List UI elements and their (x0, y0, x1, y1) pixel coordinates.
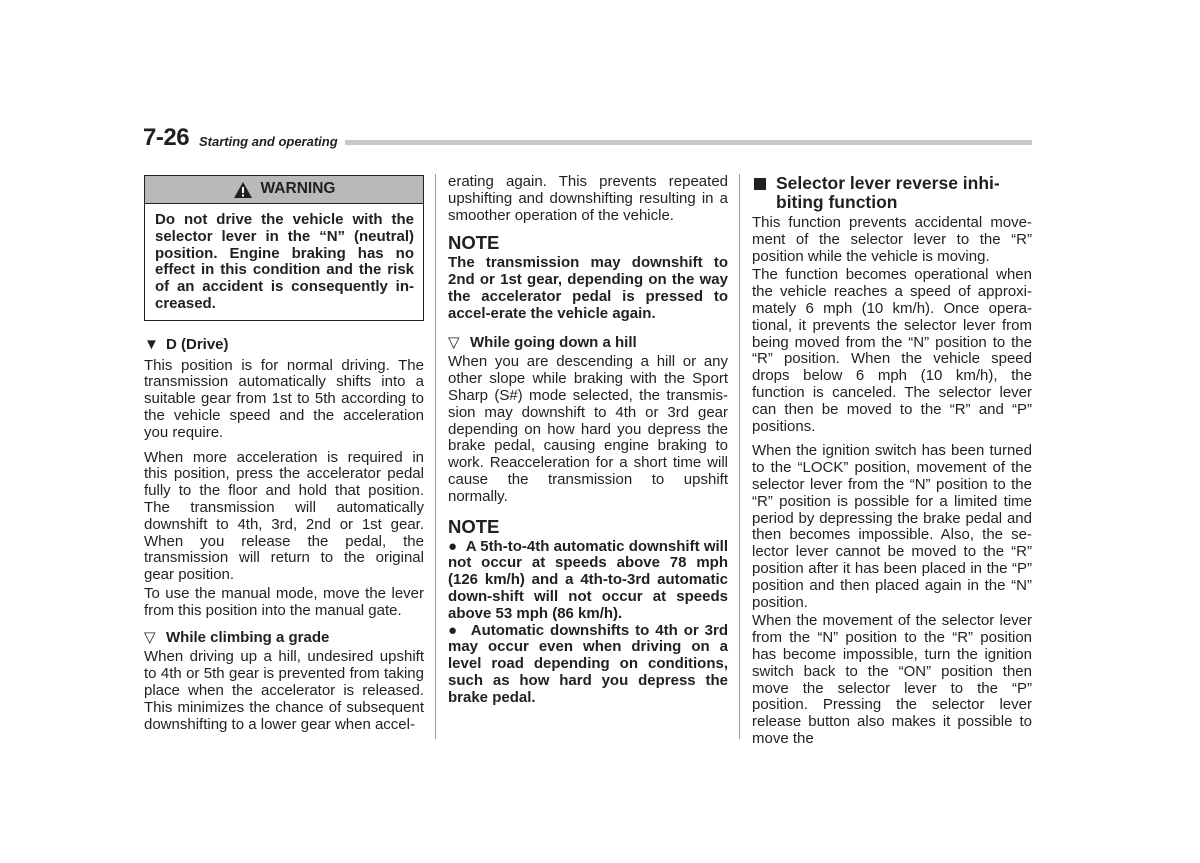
column-divider (739, 174, 740, 739)
page-number: 7-26 (143, 124, 190, 151)
column-3 (752, 174, 1032, 748)
paragraph: To use the manual mode, move the lever from this position into the manual gate. (144, 584, 424, 619)
warning-text: Do not drive the vehicle with the selector lever in the “N” (neutral) position. Engine braking has no effect in this condition and the risk of an accident is consequently in-creased. (155, 211, 414, 312)
column-2 (448, 174, 728, 707)
note-heading: NOTE (448, 232, 500, 254)
paragraph: When driving up a hill, undesired upshift to 4th or 5th gear is prevented from taking place when the accelerator is released. This minimizes the chance of subsequent downshifting to a lower gear when accel- (144, 648, 424, 733)
warning-triangle-icon (233, 181, 253, 199)
section-heading: Selector lever reverse inhi- biting function (752, 174, 1032, 212)
column-1 (144, 174, 424, 733)
warning-title: WARNING (260, 180, 336, 198)
warning-header (145, 176, 423, 204)
paragraph: The function becomes operational when the vehicle reaches a speed of approxi-mately 6 mph (10 km/h). Once opera-tional, it prevents the selector lever from being moved from the “N” position to the “R” position. When the vehicle speed drops below 6 mph (10 km/h), the function is canceled. The selector lever can then be moved to the “R” and “P” positions. (752, 266, 1032, 435)
paragraph: This position is for normal driving. The transmission automatically shifts into a suitable gear from 1st to 5th according to the vehicle speed and the acceleration you require. (144, 356, 424, 441)
black-square-icon (754, 178, 766, 190)
downhill-heading: ▽ While going down a hill (448, 333, 637, 351)
note-heading: NOTE (448, 515, 500, 537)
header-rule (345, 140, 1032, 145)
paragraph: When the movement of the selector lever from the “N” position to the “R” position has become impossible, turn the ignition switch back to the “ON” position then move the selector lever to the “P” position. Pressing the selector lever release button also makes it possible to move the (752, 612, 1032, 747)
note-text: The transmission may downshift to 2nd or 1st gear, depending on the way the accelerator pedal is pressed to accel-erate the vehicle again. (448, 254, 728, 322)
outline-triangle-icon: ▽ (448, 333, 460, 351)
black-triangle-icon: ▼ (144, 335, 159, 353)
outline-triangle-icon: ▽ (144, 628, 156, 646)
paragraph: When the ignition switch has been turned to the “LOCK” position, movement of the selector lever from the “N” position to the “R” position is possible for a limited time period by depressing the brake pedal and then becomes impossible. Also, the se-lector lever cannot be moved to the “R” position after it has been placed in the “P” position and then placed again in the “N” position. (752, 442, 1032, 611)
note-bullet: ● Automatic downshifts to 4th or 3rd may occur even when driving on a level road depending on conditions, such as how hard you depress the brake pedal. (448, 621, 728, 706)
warning-box (144, 175, 424, 321)
paragraph: When more acceleration is required in this position, press the accelerator pedal fully to the floor and hold that position. The transmission will automatically downshift to 4th, 3rd, 2nd or 1st gear. When you release the pedal, the transmission will return to the original gear position. (144, 448, 424, 584)
section-title: Starting and operating (199, 134, 338, 149)
paragraph: This function prevents accidental move-ment of the selector lever to the “R” position while the vehicle is moving. (752, 214, 1032, 265)
note-bullet: ● A 5th-to-4th automatic downshift will not occur at speeds above 78 mph (126 km/h) and a 4th-to-3rd automatic down-shift will not occur at speeds above 53 mph (86 km/h). (448, 537, 728, 622)
paragraph: erating again. This prevents repeated upshifting and downshifting resulting in a smoother operation of the vehicle. (448, 173, 728, 224)
paragraph: When you are descending a hill or any other slope while braking with the Sport Sharp (S#) mode selected, the transmis-sion may downshift to 4th or 3rd gear depending on how hard you depress the brake pedal, causing engine braking to work. Reacceleration for a short time will cause the transmission to upshift normally. (448, 353, 728, 505)
drive-heading: ▼ D (Drive) (144, 335, 229, 353)
climbing-heading: ▽ While climbing a grade (144, 628, 330, 646)
page-header (143, 124, 1032, 154)
column-divider (435, 174, 436, 739)
